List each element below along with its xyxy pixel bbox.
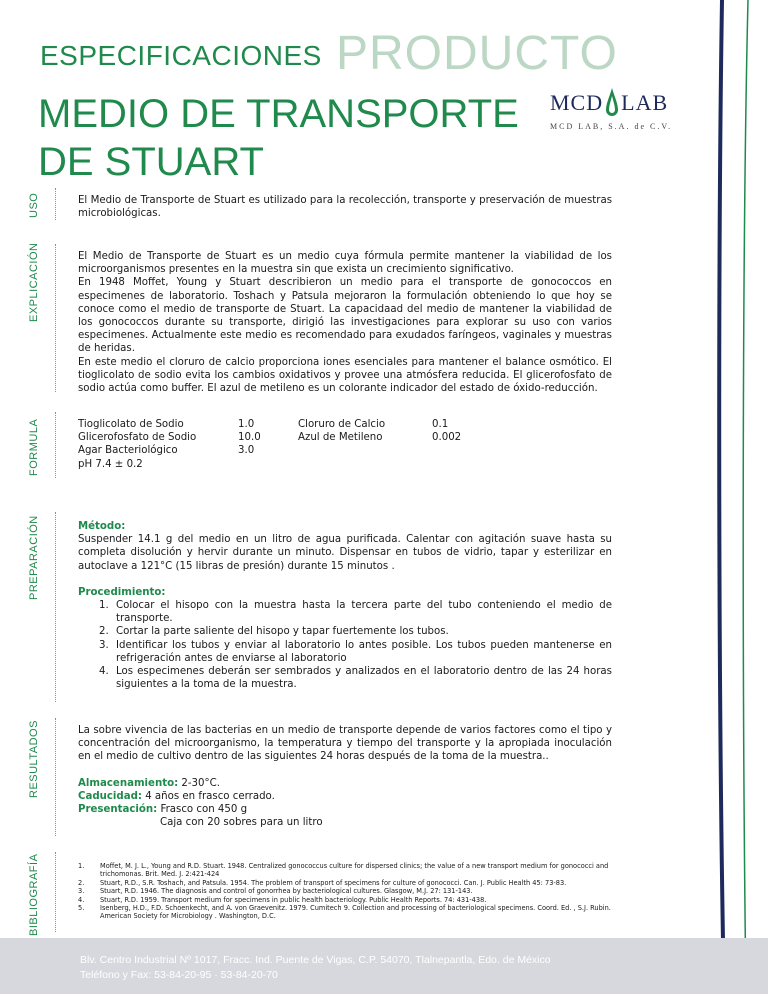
reference-number: 4. [78, 895, 85, 904]
caducidad-label: Caducidad: [78, 790, 142, 802]
divider-bibliografia [55, 852, 56, 932]
resultados-paragraph: La sobre vivencia de las bacterias en un medio de transporte depende de varios factores como el tipo y concentración del microorganismo, la temperatura y tiempo del transporte y la apropiada inoculación en el medio de cultivo dentro de las siguientes 24 horas después de la toma de la muestra.. [78, 725, 612, 763]
list-item [78, 904, 638, 921]
list-item [78, 879, 638, 887]
logo-text-right: LAB [621, 90, 669, 115]
resultados-text [78, 724, 612, 829]
divider-explicacion [55, 244, 56, 392]
logo-text-left: MCD [550, 90, 604, 115]
divider-preparacion [55, 512, 56, 702]
title-line-1: MEDIO DE TRANSPORTE [38, 92, 519, 136]
formula-table [78, 418, 492, 471]
divider-formula [55, 412, 56, 478]
explicacion-paragraph: En este medio el cloruro de calcio proporciona iones esenciales para mantener el balance osmótico. El tioglicolato de sodio evita los cambios oxidativos y provee una atmósfera reducida. El glicerofosfato de sodio actúa como buffer. El azul de metileno es un colorante indicador del estado de óxido-reducción. [78, 356, 612, 395]
bibliography-list [78, 862, 638, 921]
section-label-explicacion: EXPLICACIÓN [28, 242, 40, 322]
uso-text: El Medio de Transporte de Stuart es utilizado para la recolección, transporte y preservación de muestras microbiológicas. [78, 195, 612, 220]
drop-icon [606, 88, 618, 118]
ingredient-name: Azul de Metileno [298, 432, 383, 444]
reference-text: Isenberg, H.D., F.D. Schoenkecht, and A. von Graevenitz. 1979. Cumitech 9. Collection and processing of bacteriological specimens. Coord. Ed. , S.J. Rubin. American Society for Microbiology . Washington, D.C. [100, 904, 611, 921]
list-item: 4. Los especimenes deberán ser sembrados y analizados en el laboratorio dentro de las 24 horas siguientes a la toma de la muestra. [112, 665, 612, 691]
reference-number: 3. [78, 887, 85, 896]
almacenamiento-label: Almacenamiento: [78, 777, 179, 789]
ingredient-amount: 1.0 [238, 419, 255, 430]
procedimiento-list [78, 599, 612, 691]
header-specifications: ESPECIFICACIONES [40, 40, 322, 71]
ingredient-amount: 3.0 [238, 445, 255, 457]
presentacion-value: Frasco con 450 g [157, 804, 248, 816]
ingredient-name: Agar Bacteriológico [78, 445, 178, 457]
ingredient-name: Tioglicolato de Sodio [78, 419, 184, 430]
formula-row [78, 418, 492, 431]
ingredient-amount: 0.002 [432, 432, 462, 444]
header-product: PRODUCTO [336, 27, 618, 80]
reference-number: 5. [78, 904, 85, 913]
metodo-text: Suspender 14.1 g del medio en un litro de agua purificada. Calentar con agitación suave hasta su completa disolución y hervir durante un minuto. Dispensar en tubos de vidrio, tapar y esterilizar en autoclave a 121°C (15 libras de presión) durante 15 minutos . [78, 534, 612, 572]
section-label-preparacion: PREPARACIÓN [28, 515, 40, 600]
reference-text: Stuart, R.D. 1946. The diagnosis and control of gonorrhea by bacteriological cultures. Glasgow, M.J. 27: 131-143. [100, 887, 473, 896]
list-item [78, 896, 638, 904]
list-item: 1. Colocar el hisopo con la muestra hasta la tercera parte del tubo conteniendo el medio de transporte. [112, 599, 612, 625]
caducidad-value: 4 años en frasco cerrado. [141, 790, 275, 802]
reference-number: 2. [78, 878, 85, 887]
ingredient-amount: 0.1 [432, 419, 449, 430]
footer-phone: Teléfono y Fax: 53-84-20-95 · 53-84-20-70 [80, 969, 278, 981]
ingredient-name: Cloruro de Calcio [298, 419, 386, 430]
logo-subtitle: MCD LAB, S.A. de C.V. [550, 122, 673, 131]
company-logo [550, 88, 680, 148]
explicacion-text [78, 250, 612, 395]
reference-text: Stuart, R.D. 1959. Transport medium for specimens in public health bacteriology. Public Health Reports. 74: 431-438. [100, 895, 487, 904]
explicacion-paragraph: El Medio de Transporte de Stuart es un medio cuya fórmula permite mantener la viabilidad de los microorganismos presentes en la muestra sin que exista un crecimiento significativo. [78, 251, 612, 276]
ingredient-amount: 10.0 [238, 432, 261, 444]
section-label-bibliografia: BIBLIOGRAFÍA [28, 853, 40, 936]
list-item: 3. Identificar los tubos y enviar al laboratorio lo antes posible. Los tubos pueden mantenerse en refrigeración antes de enviarse al laboratorio [112, 639, 612, 665]
ingredient-name: Glicerofosfato de Sodio [78, 432, 197, 444]
formula-ph [78, 458, 492, 471]
reference-text: Moffet, M. J. L., Young and R.D. Stuart. 1948. Centralized gonococcus culture for dispersed clinics; the value of a new transport medium for gonococci and trichomonas. Brit. Med. J. 2:421-424 [100, 862, 609, 879]
divider-uso [55, 188, 56, 220]
presentacion-value-2: Caja con 20 sobres para un litro [160, 817, 323, 829]
almacenamiento-value: 2-30°C. [178, 777, 220, 789]
section-label-formula: FORMULA [28, 418, 40, 476]
divider-resultados [55, 718, 56, 836]
metodo-label: Método: [78, 521, 126, 532]
formula-row [78, 444, 492, 457]
list-item [78, 862, 638, 879]
formula-row [78, 431, 492, 444]
title-line-2: DE STUART [38, 140, 264, 184]
reference-text: Stuart, R.D., S.R. Toshach, and Patsula. 1954. The problem of transport of specimens for culture of gonococci. Can. J. Public Health 45: 73-83. [100, 878, 567, 887]
list-item [78, 887, 638, 895]
footer-address: Blv. Centro Industrial Nº 1017, Fracc. Ind. Puente de Vigas, C.P. 54070, Tlalnepantla, Edo. de México [80, 954, 551, 966]
section-label-uso: USO [28, 192, 40, 218]
ph-value: pH 7.4 ± 0.2 [78, 458, 143, 470]
decorative-curves [688, 0, 768, 994]
list-item: 2. Cortar la parte saliente del hisopo y tapar fuertemente los tubos. [112, 625, 612, 638]
explicacion-paragraph: En 1948 Moffet, Young y Stuart describieron un medio para el transporte de gonococcos en especimenes de laboratorio. Toshach y Patsula mejoraron la formulación obteniendo lo que hoy se conoce como el medio de transporte de Stuart. La capacidaad del medio de mantener la viabilidad de los gonococcos durante su transporte, dirigió las investigaciones para explorar su uso con varios especimenes. Actualmente este medio es recomendado para exudados faríngeos, vaginales y muestras de heridas. [78, 277, 612, 355]
presentacion-label: Presentación: [78, 804, 158, 816]
procedimiento-label: Procedimiento: [78, 586, 166, 598]
footer [0, 938, 768, 994]
reference-number: 1. [78, 862, 85, 870]
page-title [38, 90, 519, 186]
preparacion-text [78, 520, 612, 691]
section-label-resultados: RESULTADOS [28, 720, 40, 798]
